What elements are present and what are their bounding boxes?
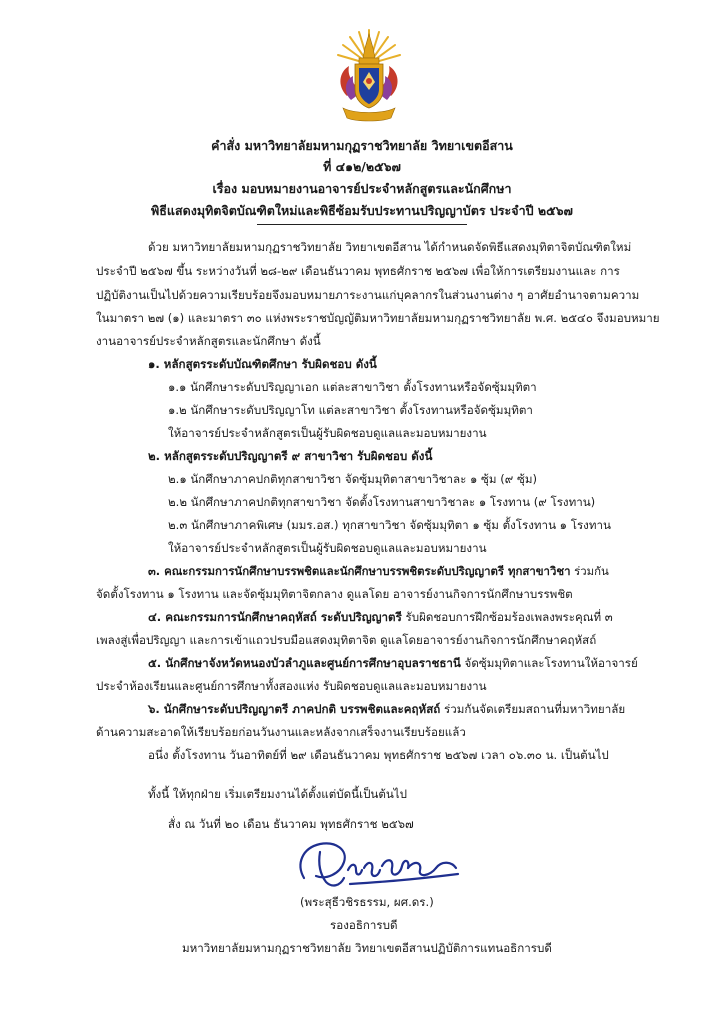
section-line [148,607,724,627]
intro-line: ประจำปี ๒๕๖๗ ขึ้น ระหว่างวันที่ ๒๘-๒๙ เดือนธันวาคม พุทธศักราช ๒๕๖๗ เพื่อให้การเตรียมงานและ การ [96,264,620,278]
section-line: เพลงสู่เพื่อปริญญา และการเข้าแถวปรบมือแสดงมุทิตาจิต ดูแลโดยอาจารย์งานกิจการนักศึกษาคฤหัสถ์ [96,633,597,647]
order-subject: เรื่อง มอบหมายงานอาจารย์ประจำหลักสูตรและนักศึกษา [212,181,512,196]
section-heading: ๔. คณะกรรมการนักศึกษาคฤหัสถ์ ระดับปริญญาตรี [148,610,402,624]
signer-position: รองอธิการบดี [330,918,398,932]
section-heading: ๖. นักศึกษาระดับปริญญาตรี ภาคปกติ บรรพชิตและคฤหัสถ์ [148,702,441,716]
section-line: ด้านความสะอาดให้เรียบร้อยก่อนวันงานและหลังจากเสร็จงานเรียบร้อยแล้ว [96,725,466,739]
section-item: ๒.๒ นักศึกษาภาคปกติทุกสาขาวิชา จัดตั้งโรงทานสาขาวิชาละ ๑ โรงทาน (๙ โรงทาน) [168,495,596,509]
section-text: จัดซุ้มมุทิตาและโรงทานให้อาจารย์ [460,656,638,670]
intro-line: ปฏิบัติงานเป็นไปด้วยความเรียบร้อยจึงมอบหมายภาระงานแก่บุคลากรในส่วนงานต่าง ๆ อาศัยอำนาจตามความ [96,288,640,302]
section-text: ร่วมกันจัดเตรียมสถานที่มหาวิทยาลัย [440,702,626,716]
section-heading: ๒. หลักสูตรระดับปริญญาตรี ๙ สาขาวิชา รับผิดชอบ ดังนี้ [148,449,433,463]
university-emblem-icon [329,24,409,124]
section-line: ประจำห้องเรียนและศูนย์การศึกษาทั้งสองแห่ง รับผิดชอบดูแลและมอบหมายงาน [96,679,487,693]
section-item: ๒.๑ นักศึกษาภาคปกติทุกสาขาวิชา จัดซุ้มมุทิตาสาขาวิชาละ ๑ ซุ้ม (๙ ซุ้ม) [168,472,537,486]
section-line: จัดตั้งโรงทาน ๑ โรงทาน และจัดซุ้มมุทิตาจิตกลาง ดูแลโดย อาจารย์งานกิจการนักศึกษาบรรพชิต [96,587,573,601]
signer-organization: มหาวิทยาลัยมหามกุฏราชวิทยาลัย วิทยาเขตอีสานปฏิบัติการแทนอธิการบดี [182,941,552,955]
section-note: ให้อาจารย์ประจำหลักสูตรเป็นผู้รับผิดชอบดูแลและมอบหมายงาน [168,426,487,440]
handwritten-signature [290,838,470,900]
section-note: ให้อาจารย์ประจำหลักสูตรเป็นผู้รับผิดชอบดูแลและมอบหมายงาน [168,541,487,555]
section-item: ๑.๒ นักศึกษาระดับปริญญาโท แต่ละสาขาวิชา ตั้งโรงทานหรือจัดซุ้มมุทิตา [168,403,533,417]
order-number: ที่ ๔๑๒/๒๕๖๗ [323,159,401,174]
intro-line: ในมาตรา ๒๗ (๑) และมาตรา ๓๐ แห่งพระราชบัญญัติมหาวิทยาลัยมหามกุฏราชวิทยาลัย พ.ศ. ๒๕๔๐ จึงมอบหมาย [96,311,660,325]
section-text: รับผิดชอบการฝึกซ้อมร้องเพลงพระคุณที่ ๓ [401,610,613,624]
section-heading: ๓. คณะกรรมการนักศึกษาบรรพชิตและนักศึกษาบรรพชิตระดับปริญญาตรี ทุกสาขาวิชา [148,564,571,578]
header-divider [257,224,467,225]
section-line: อนึ่ง ตั้งโรงทาน วันอาทิตย์ที่ ๒๙ เดือนธันวาคม พุทธศักราช ๒๕๖๗ เวลา ๐๖.๓๐ น. เป็นต้นไป [148,748,609,762]
section-item: ๑.๑ นักศึกษาระดับปริญญาเอก แต่ละสาขาวิชา ตั้งโรงทานหรือจัดซุ้มมุทิตา [168,380,537,394]
section-text: ร่วมกัน [570,564,609,578]
section-item: ๒.๓ นักศึกษาภาคพิเศษ (มมร.อส.) ทุกสาขาวิชา จัดซุ้มมุทิตา ๑ ซุ้ม ตั้งโรงทาน ๑ โรงทาน [168,518,611,532]
section-heading: ๑. หลักสูตรระดับบัณฑิตศึกษา รับผิดชอบ ดังนี้ [148,357,377,371]
order-date: สั่ง ณ วันที่ ๒๐ เดือน ธันวาคม พุทธศักราช ๒๕๖๗ [168,817,414,831]
order-title: คำสั่ง มหาวิทยาลัยมหามกุฏราชวิทยาลัย วิทยาเขตอีสาน [211,138,513,153]
section-heading: ๕. นักศึกษาจังหวัดหนองบัวลำภูและศูนย์การศึกษาอุบลราชธานี [148,656,461,670]
signer-name: (พระสุธีวชิรธรรม, ผศ.ดร.) [300,895,434,909]
order-subject-detail: พิธีแสดงมุทิตจิตบัณฑิตใหม่และพิธีซ้อมรับประทานปริญญาบัตร ประจำปี ๒๕๖๗ [151,203,573,218]
section-line [148,561,724,581]
intro-line: งานอาจารย์ประจำหลักสูตรและนักศึกษา ดังนี้ [96,334,321,348]
intro-line: ด้วย มหาวิทยาลัยมหามกุฏราชวิทยาลัย วิทยาเขตอีสาน ได้กำหนดจัดพิธีแสดงมุทิตาจิตบัณฑิตใหม่ [148,240,632,254]
closing-statement: ทั้งนี้ ให้ทุกฝ่าย เริ่มเตรียมงานได้ตั้งแต่บัดนี้เป็นต้นไป [148,787,408,801]
section-line [148,653,724,673]
section-line [148,699,724,719]
